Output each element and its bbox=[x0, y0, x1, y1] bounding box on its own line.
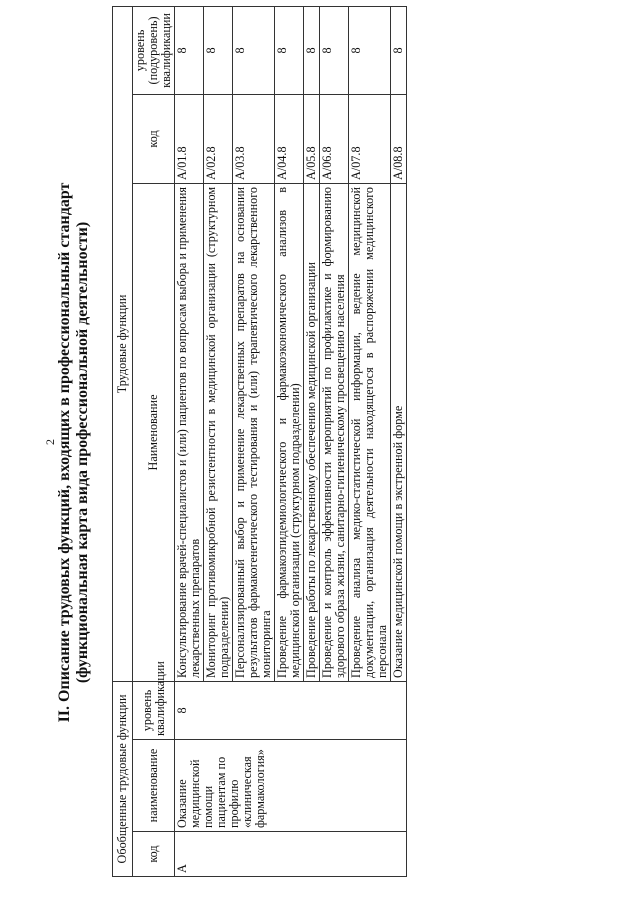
header-sublevel: уровень (подуровень) квалификации bbox=[133, 6, 175, 94]
gen-name: Оказание медицинской помощи пациентам по профилю «клиническая фармакология» bbox=[175, 740, 407, 832]
header-code-2: код bbox=[133, 94, 175, 183]
func-code: A/07.8 bbox=[349, 94, 391, 183]
func-level: 8 bbox=[233, 6, 275, 94]
func-level: 8 bbox=[304, 6, 320, 94]
func-level: 8 bbox=[204, 6, 233, 94]
func-name: Мониторинг противомикробной резистентности в медицинской организации (структурном подразделении) bbox=[204, 183, 233, 681]
func-code: A/04.8 bbox=[275, 94, 304, 183]
func-level: 8 bbox=[175, 6, 204, 94]
header-naming: Наименование bbox=[133, 183, 175, 681]
section-subtitle: (функциональная карта вида профессиональной деятельности) bbox=[74, 221, 91, 684]
func-name: Проведение анализа медико-статистической информации, ведение медицинской документации, организация деятельности находящегося в распоряжении медицинского персонала bbox=[349, 183, 391, 681]
section-title: II. Описание трудовых функций, входящих в профессиональный стандарт bbox=[56, 182, 73, 723]
func-code: A/02.8 bbox=[204, 94, 233, 183]
func-level: 8 bbox=[349, 6, 391, 94]
func-name: Консультирование врачей-специалистов и (или) пациентов по вопросам выбора и применения лекарственных препаратов bbox=[175, 183, 204, 681]
func-name: Проведение работы по лекарственному обеспечению медицинской организации bbox=[304, 183, 320, 681]
func-code: A/06.8 bbox=[320, 94, 349, 183]
func-code: A/08.8 bbox=[391, 94, 407, 183]
func-level: 8 bbox=[275, 6, 304, 94]
func-name: Проведение фармакоэпидемиологического и фармакоэкономического анализов в медицинской организации (структурном подразделении) bbox=[275, 183, 304, 681]
header-level: уровень квалификации bbox=[133, 681, 175, 739]
table-row bbox=[175, 6, 204, 876]
gen-level: 8 bbox=[175, 681, 407, 739]
func-name: Проведение и контроль эффективности мероприятий по профилактике и формированию здорового образа жизни, санитарно-гигиеническому просвещению населения bbox=[320, 183, 349, 681]
header-code: код bbox=[133, 832, 175, 877]
header-generalized-functions: Обобщенные трудовые функции bbox=[113, 681, 133, 876]
header-labor-functions: Трудовые функции bbox=[113, 6, 133, 681]
func-level: 8 bbox=[320, 6, 349, 94]
gen-code: A bbox=[175, 832, 407, 877]
page-number: 2 bbox=[43, 439, 57, 445]
func-name: Персонализированный выбор и применение лекарственных препаратов на основании результатов фармакогенетического тестирования и (или) терапевтического лекарственного мониторинга bbox=[233, 183, 275, 681]
func-code: A/01.8 bbox=[175, 94, 204, 183]
func-code: A/03.8 bbox=[233, 94, 275, 183]
func-level: 8 bbox=[391, 6, 407, 94]
func-name: Оказание медицинской помощи в экстренной форме bbox=[391, 183, 407, 681]
functions-table bbox=[112, 6, 407, 877]
header-name: наименование bbox=[133, 740, 175, 832]
func-code: A/05.8 bbox=[304, 94, 320, 183]
